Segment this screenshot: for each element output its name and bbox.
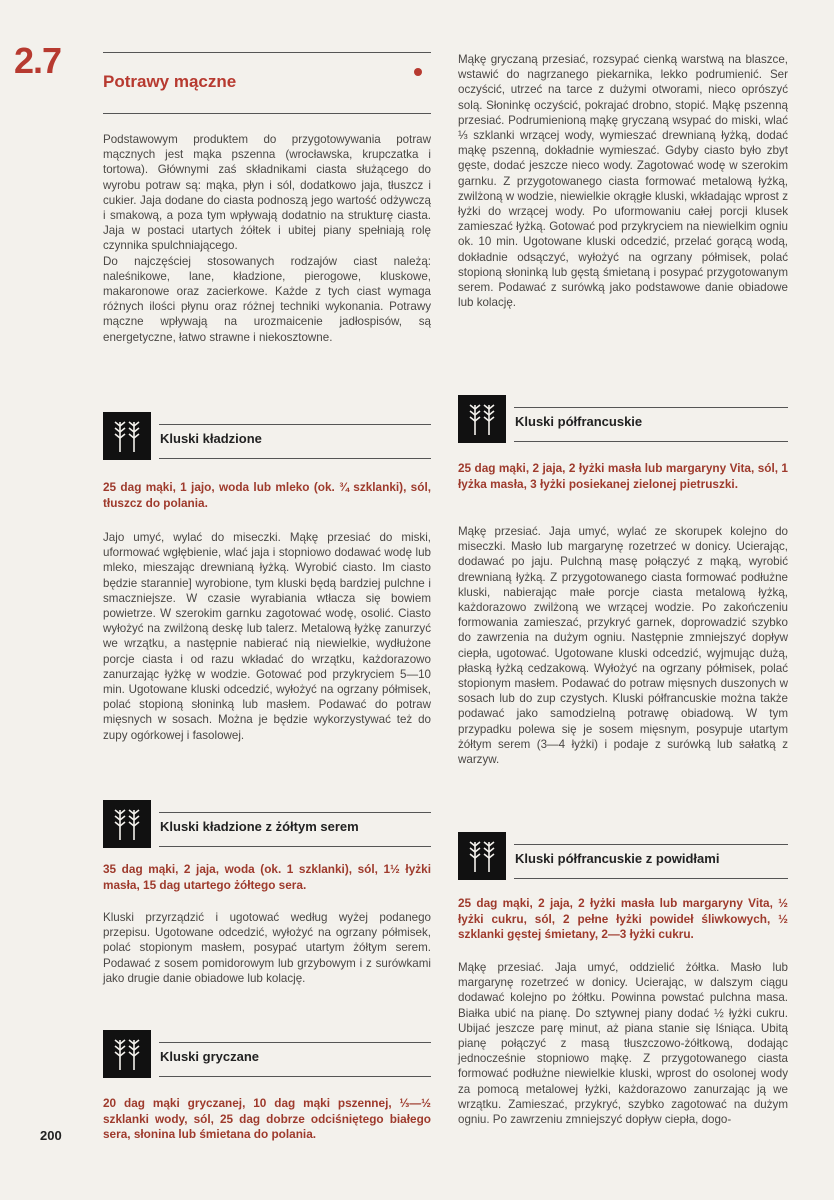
- ingredients: 25 dag mąki, 2 jaja, 2 łyżki masła lub margaryny Vita, sól, 1 łyżka masła, 3 łyżki posiekanej zielonej pietruszki.: [458, 461, 788, 491]
- ingredients: 20 dag mąki gryczanej, 10 dag mąki pszennej, ⅓—½ szklanki wody, sól, 25 dag dobrze odciśniętego białego sera, słonina lub śmietana do polania.: [103, 1096, 431, 1141]
- ingredients: 25 dag mąki, 2 jaja, 2 łyżki masła lub margaryny Vita, ½ łyżki cukru, sól, 2 pełne łyżki powideł śliwkowych, ½ szklanki gęstej śmietany, 2—3 łyżki cukru.: [458, 896, 788, 941]
- page-number: 200: [40, 1128, 62, 1143]
- section-title: Kluski gryczane: [160, 1049, 259, 1064]
- chapter-title: Potrawy mączne: [103, 72, 237, 91]
- wheat-icon: [103, 1030, 151, 1078]
- recipe-text: Mąkę przesiać. Jaja umyć, wylać ze skorupek kolejno do miseczki. Masło lub margarynę rozetrzeć w donicy. Ucierając, dodawać po jaju. Pulchną masę połączyć z mąką, wyrobić drewnianą łyżką. Z przygotowanego ciasta formować podłużne kluski, nabierając małe porcje ciasta metalową łyżką, każdorazowo zwilżoną we wrzącej wodzie. Po zakończeniu formowania zamieszać, przykryć garnek, doprowadzić szybko do zawrzenia na dużym ogniu. Następnie zmniejszyć dopływ ciepła, ugotować. Ugotowane kluski odcedzić, wyjmując dużą, płaską łyżką cedzakową. Wyłożyć na ogrzany półmisek, polać stopionym masłem. Podawać do potraw mięsnych duszonych w sosach lub do zup czystych. Kluski półfrancuskie można także podawać jako samodzielną potrawę obiadową. W tym przypadku polewa się je sosem mięsnym, posypuje utartym żółtym serem (3—4 łyżki) i podaje z surówką lub sałatką z warzyw.: [458, 525, 788, 767]
- section-title: Kluski półfrancuskie z powidłami: [515, 851, 720, 866]
- ingredients: 35 dag mąki, 2 jaja, woda (ok. 1 szklanki), sól, 1½ łyżki masła, 15 dag utartego żółtego sera.: [103, 862, 431, 892]
- divider: [159, 812, 431, 813]
- divider: [159, 424, 431, 425]
- divider: [514, 441, 788, 442]
- chapter-number: 2.7: [14, 40, 62, 81]
- divider: [159, 846, 431, 847]
- bullet-dot: [414, 68, 422, 76]
- section-title: Kluski półfrancuskie: [515, 414, 643, 429]
- divider: [159, 1076, 431, 1077]
- divider: [514, 407, 788, 408]
- recipe-text: Mąkę przesiać. Jaja umyć, oddzielić żółtka. Masło lub margarynę rozetrzeć w donicy. Ucierając, w dalszym ciągu dodawać kolejno po żółtku. Powinna powstać pulchna masa. Białka ubić na pianę. Do sztywnej piany dodać ½ łyżki cukru. Ubijać jeszcze parę minut, aż piana stanie się lśniąca. Ubitą pianę połączyć z masą tłuszczowo-żółtkową, dodając jednocześnie stopniowo mąkę. Z przygotowanego ciasta formować podłużne niewielkie kluski, wprost do osolonej wody za pomocą metalowej łyżki, każdorazowo zanurzając ją we wrzątku. Zamieszać, przykryć, szybko zagotować na dużym ogniu. Po zawrzeniu zmniejszyć dopływ ciepła, dogo-: [458, 961, 788, 1127]
- wheat-icon: [103, 800, 151, 848]
- divider: [159, 1042, 431, 1043]
- intro-paragraph: Do najczęściej stosowanych rodzajów ciast należą: naleśnikowe, lane, kładzione, pierogowe, kluskowe, makaronowe oraz zacierkowe. Każde z tych ciast wymaga różnych ilości płynu oraz różnej techniki wykonania. Potrawy mączne wpływają na urozmaicenie jadłospisów, są energetyczne, łatwo strawne i niekosztowne.: [103, 254, 431, 344]
- section-title: Kluski kładzione: [160, 431, 262, 446]
- recipe-text: Kluski przyrządzić i ugotować według wyżej podanego przepisu. Ugotowane odcedzić, wyłożyć na ogrzany półmisek, polać stopionym masłem, posypać utartym żółtym serem. Podawać z sosem pomidorowym lub grzybowym i z surówkami jako drugie danie obiadowe lub kolację.: [103, 911, 431, 985]
- wheat-icon: [458, 395, 506, 443]
- wheat-icon: [458, 832, 506, 880]
- divider: [159, 458, 431, 459]
- divider: [514, 878, 788, 879]
- section-title: Kluski kładzione z żółtym serem: [160, 819, 359, 834]
- intro-text: [103, 132, 431, 345]
- divider: [103, 113, 431, 114]
- recipe-text-continued: Mąkę gryczaną przesiać, rozsypać cienką warstwą na blaszce, wstawić do nagrzanego piekarnika, lekko podrumienić. Ser oczyścić, utrzeć na tarce z dużymi otworami, nieco oprószyć solą. Słoninkę oczyścić, pokrajać drobno, stopić. Mąkę pszenną przesiać. Podrumienioną mąkę gryczaną wsypać do miski, wlać ⅓ szklanki wrzącej wody, wymieszać drewnianą łyżką, dodać mąkę pszenną, dokładnie wymieszać. Gdyby ciasto było zbyt gęste, dodać jeszcze nieco wody. Zagotować wodę w szerokim garnku. Z przygotowanego ciasta formować metalową łyżką, zwilżoną w wodzie, niewielkie okrągłe kluski, wkładając wprost z łyżki do wrzącej wody. Po uformowaniu całej porcji klusek zamieszać łyżką. Gotować pod przykryciem na niewielkim ogniu ok. 10 min. Ugotowane kluski odcedzić, przelać gorącą wodą, dokładnie odsączyć, wyłożyć na ogrzany półmisek, polać stopioną słoninką lub gęstą śmietaną i posypać przygotowanym serem. Podawać z surówką jako podstawowe danie obiadowe lub kolację.: [458, 53, 788, 310]
- ingredients: 25 dag mąki, 1 jajo, woda lub mleko (ok. ¾ szklanki), sól, tłuszcz do polania.: [103, 480, 431, 510]
- divider: [514, 844, 788, 845]
- intro-paragraph: Podstawowym produktem do przygotowywania potraw mącznych jest mąka pszenna (wrocławska, krupczatka i tortowa). Głównymi zaś składnikami ciasta służącego do wyrobu potraw są: mąka, płyn i sól, dodatkowo jaja, tłuszcz i cukier. Jaja dodane do ciasta podnoszą jego wartość odżywczą i smakową, a poza tym wpływają dodatnio na strukturę ciasta. Jaja w postaci utartych żółtek i ubitej piany spełniają rolę czynnika spulchniającego.: [103, 133, 431, 253]
- divider: [103, 52, 431, 53]
- wheat-icon: [103, 412, 151, 460]
- recipe-text: Jajo umyć, wylać do miseczki. Mąkę przesiać do miski, uformować wgłębienie, wlać jaja i stopniowo dodawać wodę lub mleko, mieszając drewnianą łyżką. Wyrobić ciasto. Im ciasto będzie starannie] wyrobione, tym kluski będą bardziej pulchne i smaczniejsze. W czasie wyrabiania wtłacza się bowiem powietrze. W szerokim garnku zagotować wodę, osolić. Ciasto wyłożyć na zwilżoną deskę lub talerz. Metalową łyżkę zanurzyć we wrzątku, a następnie nabierać nią niewielkie, wydłużone porcje ciasta i od razu wkładać do wrzątku, każdorazowo zanurzając łyżkę w wodzie. Gotować pod przykryciem 5—10 min. Ugotowane kluski odcedzić, wyłożyć na ogrzany półmisek, polać stopioną słoninką lub masłem. Podawać do potraw mięsnych w sosach. Można je będzie wykorzystywać też do zupy ogórkowej i fasolowej.: [103, 531, 431, 742]
